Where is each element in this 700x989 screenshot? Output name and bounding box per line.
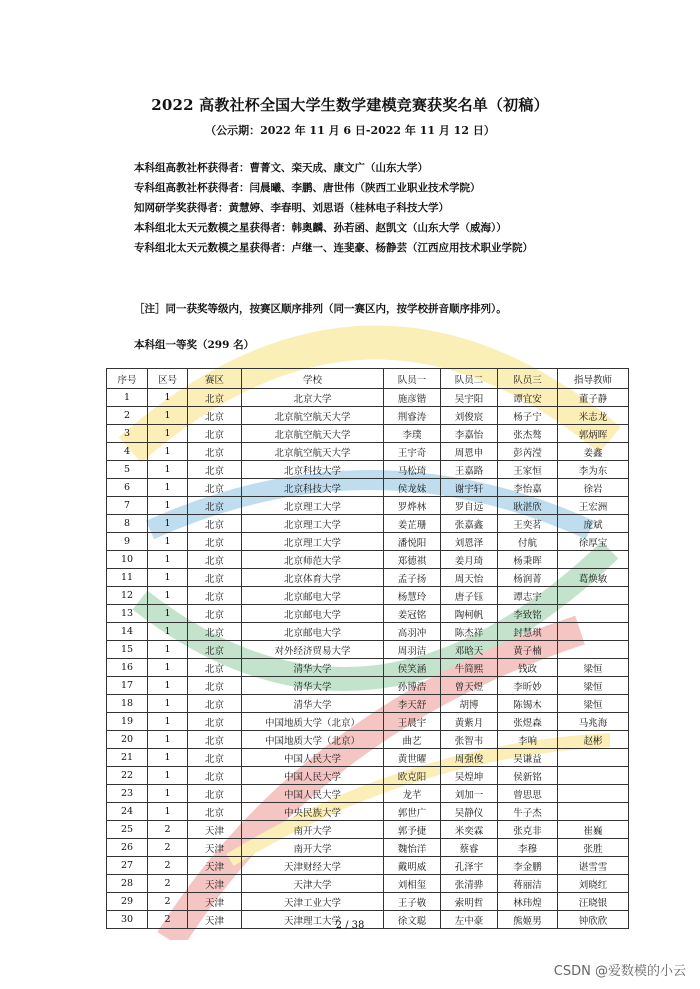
table-cell: 南开大学	[242, 821, 384, 839]
table-cell: 6	[107, 479, 148, 497]
table-cell: 魏怡洋	[384, 839, 441, 857]
table-cell: 北京	[188, 533, 242, 551]
table-cell: 王宇奇	[384, 443, 441, 461]
header-cell: 学校	[242, 369, 384, 389]
table-row	[107, 497, 629, 515]
table-cell: 庞斌	[558, 515, 629, 533]
table-cell: 董子静	[558, 389, 629, 407]
table-cell: 李穆	[498, 839, 558, 857]
table-cell: 1	[148, 479, 188, 497]
table-cell: 李天舒	[384, 695, 441, 713]
table-cell: 1	[148, 587, 188, 605]
table-cell: 30	[107, 911, 148, 929]
table-row	[107, 893, 629, 911]
table-cell: 张克非	[498, 821, 558, 839]
table-cell: 中国人民大学	[242, 767, 384, 785]
table-cell: 姜月琦	[441, 551, 498, 569]
table-cell: 天津	[188, 911, 242, 929]
table-cell: 北京	[188, 587, 242, 605]
table-row	[107, 515, 629, 533]
table-cell: 北京	[188, 785, 242, 803]
table-cell: 熊姬男	[498, 911, 558, 929]
table-cell: 陶柯帆	[441, 605, 498, 623]
table-cell: 天津	[188, 875, 242, 893]
table-cell: 付航	[498, 533, 558, 551]
table-row	[107, 749, 629, 767]
table-row	[107, 875, 629, 893]
table-cell: 施彦锴	[384, 389, 441, 407]
table-cell: 张杰骜	[498, 425, 558, 443]
table-cell: 17	[107, 677, 148, 695]
header-cell: 队员三	[498, 369, 558, 389]
table-cell: 姜冠铭	[384, 605, 441, 623]
table-cell: 1	[148, 677, 188, 695]
table-cell: 孟子扬	[384, 569, 441, 587]
table-cell: 20	[107, 731, 148, 749]
table-cell: 曾思思	[498, 785, 558, 803]
table-row	[107, 407, 629, 425]
table-cell: 14	[107, 623, 148, 641]
table-cell: 1	[148, 407, 188, 425]
table-cell: 13	[107, 605, 148, 623]
table-cell: 北京	[188, 515, 242, 533]
table-cell: 陈锡木	[498, 695, 558, 713]
table-row	[107, 425, 629, 443]
winner-line: 本科组北太天元数模之星获得者：韩奥麟、孙若函、赵凯文（山东大学（威海））	[134, 222, 507, 234]
table-row	[107, 569, 629, 587]
table-cell: 10	[107, 551, 148, 569]
table-cell: 高羽冲	[384, 623, 441, 641]
table-row	[107, 587, 629, 605]
table-cell: 2	[148, 875, 188, 893]
table-row	[107, 713, 629, 731]
table-cell: 天津财经大学	[242, 857, 384, 875]
table-cell: 郑德祺	[384, 551, 441, 569]
table-cell: 26	[107, 839, 148, 857]
table-cell: 16	[107, 659, 148, 677]
table-row	[107, 551, 629, 569]
table-cell: 北京航空航天大学	[242, 443, 384, 461]
table-cell	[558, 605, 629, 623]
table-cell: 1	[107, 389, 148, 407]
table-cell: 天津大学	[242, 875, 384, 893]
table-cell: 米志龙	[558, 407, 629, 425]
table-cell	[558, 587, 629, 605]
table-cell: 龙芊	[384, 785, 441, 803]
table-row	[107, 821, 629, 839]
table-cell: 3	[107, 425, 148, 443]
table-cell: 罗烨林	[384, 497, 441, 515]
table-cell: 彭芮滢	[498, 443, 558, 461]
table-cell: 郭予捷	[384, 821, 441, 839]
table-cell: 北京	[188, 425, 242, 443]
table-cell: 北京邮电大学	[242, 587, 384, 605]
table-cell: 27	[107, 857, 148, 875]
table-row	[107, 839, 629, 857]
table-cell: 22	[107, 767, 148, 785]
table-cell: 天津	[188, 839, 242, 857]
table-cell: 张胜	[558, 839, 629, 857]
table-cell: 刘加一	[441, 785, 498, 803]
table-row	[107, 623, 629, 641]
table-cell: 8	[107, 515, 148, 533]
table-cell: 谭宜安	[498, 389, 558, 407]
table-cell: 北京理工大学	[242, 497, 384, 515]
table-cell: 张煜森	[498, 713, 558, 731]
table-cell: 钱政	[498, 659, 558, 677]
awards-table-body	[107, 389, 629, 929]
table-cell: 蔡睿	[441, 839, 498, 857]
table-cell: 马兆海	[558, 713, 629, 731]
table-cell: 北京	[188, 767, 242, 785]
table-cell: 姜鑫	[558, 443, 629, 461]
table-cell: 清华大学	[242, 677, 384, 695]
table-cell: 2	[148, 911, 188, 929]
table-cell: 刘晓红	[558, 875, 629, 893]
table-cell: 曲艺	[384, 731, 441, 749]
table-cell: 天津	[188, 893, 242, 911]
table-cell: 吴谦益	[498, 749, 558, 767]
table-cell: 北京	[188, 641, 242, 659]
table-cell: 封慧琪	[498, 623, 558, 641]
table-cell: 葛焕敏	[558, 569, 629, 587]
table-cell: 2	[148, 857, 188, 875]
table-cell: 徐文聪	[384, 911, 441, 929]
header-cell: 序号	[107, 369, 148, 389]
table-row	[107, 389, 629, 407]
table-cell: 北京	[188, 569, 242, 587]
table-cell: 北京	[188, 389, 242, 407]
table-cell: 吴宇阳	[441, 389, 498, 407]
table-cell: 7	[107, 497, 148, 515]
table-cell: 杨子宁	[498, 407, 558, 425]
table-cell: 25	[107, 821, 148, 839]
table-cell: 汪晓银	[558, 893, 629, 911]
publicity-period: （公示期：2022 年 11 月 6 日-2022 年 11 月 12 日）	[205, 124, 495, 137]
table-cell: 清华大学	[242, 695, 384, 713]
table-cell: 张清骅	[441, 875, 498, 893]
table-cell: 胡博	[441, 695, 498, 713]
table-cell: 28	[107, 875, 148, 893]
csdn-watermark: CSDN @爱数模的小云	[553, 964, 686, 979]
table-cell: 1	[148, 533, 188, 551]
table-cell: 北京	[188, 443, 242, 461]
table-cell: 15	[107, 641, 148, 659]
table-cell: 1	[148, 515, 188, 533]
table-cell: 中国人民大学	[242, 749, 384, 767]
table-cell: 1	[148, 641, 188, 659]
table-cell: 张嘉鑫	[441, 515, 498, 533]
table-cell	[558, 623, 629, 641]
table-cell: 21	[107, 749, 148, 767]
table-row	[107, 605, 629, 623]
table-cell: 周天怡	[441, 569, 498, 587]
table-cell: 1	[148, 605, 188, 623]
table-cell: 吴煌坤	[441, 767, 498, 785]
table-row	[107, 785, 629, 803]
table-cell: 北京科技大学	[242, 461, 384, 479]
table-cell: 刘相玺	[384, 875, 441, 893]
table-cell: 中国人民大学	[242, 785, 384, 803]
table-cell: 黄世曜	[384, 749, 441, 767]
table-cell: 王宏洲	[558, 497, 629, 515]
table-cell: 12	[107, 587, 148, 605]
table-cell: 谭志宇	[498, 587, 558, 605]
table-cell: 对外经济贸易大学	[242, 641, 384, 659]
table-cell: 北京	[188, 659, 242, 677]
table-cell: 左中豪	[441, 911, 498, 929]
table-row	[107, 857, 629, 875]
table-cell: 1	[148, 749, 188, 767]
table-cell: 北京	[188, 677, 242, 695]
table-row	[107, 767, 629, 785]
table-cell: 索明哲	[441, 893, 498, 911]
table-cell: 杨秉晖	[498, 551, 558, 569]
table-cell: 陈杰祥	[441, 623, 498, 641]
table-cell: 吴静仪	[441, 803, 498, 821]
table-cell: 24	[107, 803, 148, 821]
table-cell: 1	[148, 713, 188, 731]
table-cell: 周恩申	[441, 443, 498, 461]
table-cell: 1	[148, 389, 188, 407]
table-cell: 徐岩	[558, 479, 629, 497]
table-cell: 李昕妙	[498, 677, 558, 695]
table-cell: 唐子钰	[441, 587, 498, 605]
table-cell: 北京航空航天大学	[242, 407, 384, 425]
table-cell: 1	[148, 623, 188, 641]
table-cell: 天津	[188, 821, 242, 839]
header-cell: 赛区	[188, 369, 242, 389]
table-cell: 1	[148, 659, 188, 677]
table-cell: 北京	[188, 623, 242, 641]
table-header-row	[107, 369, 629, 389]
table-cell: 1	[148, 461, 188, 479]
table-cell	[558, 641, 629, 659]
table-cell: 5	[107, 461, 148, 479]
table-cell: 侯龙妹	[384, 479, 441, 497]
table-cell: 北京师范大学	[242, 551, 384, 569]
table-cell: 2	[148, 821, 188, 839]
table-cell: 中国地质大学（北京）	[242, 731, 384, 749]
table-cell: 11	[107, 569, 148, 587]
table-row	[107, 533, 629, 551]
table-cell: 黄紫月	[441, 713, 498, 731]
table-cell: 北京理工大学	[242, 515, 384, 533]
header-cell: 队员二	[441, 369, 498, 389]
ordering-note: ［注］同一获奖等级内，按赛区顺序排列（同一赛区内，按学校拼音顺序排列）。	[134, 303, 507, 315]
table-cell: 谢宇轩	[441, 479, 498, 497]
table-cell: 1	[148, 551, 188, 569]
table-cell: 北京理工大学	[242, 533, 384, 551]
table-row	[107, 479, 629, 497]
table-cell: 赵彬	[558, 731, 629, 749]
special-winners-list	[134, 158, 654, 258]
table-cell: 王奕茗	[498, 515, 558, 533]
table-cell: 潘悦阳	[384, 533, 441, 551]
table-cell: 1	[148, 569, 188, 587]
table-cell: 2	[148, 839, 188, 857]
table-cell: 北京	[188, 479, 242, 497]
table-cell: 刘恩泽	[441, 533, 498, 551]
page-number: 2 / 38	[335, 920, 365, 931]
table-cell: 王子敬	[384, 893, 441, 911]
table-cell: 王嘉路	[441, 461, 498, 479]
table-cell	[558, 749, 629, 767]
table-cell: 2	[107, 407, 148, 425]
table-cell: 北京	[188, 551, 242, 569]
table-cell: 荆睿涛	[384, 407, 441, 425]
table-cell: 1	[148, 731, 188, 749]
table-cell: 王家恒	[498, 461, 558, 479]
table-cell: 张智韦	[441, 731, 498, 749]
table-cell: 1	[148, 443, 188, 461]
table-cell: 孔泽宇	[441, 857, 498, 875]
table-row	[107, 803, 629, 821]
winner-line: 专科组高教社杯获得者：闫晨曦、李鹏、唐世伟（陕西工业职业技术学院）	[134, 182, 481, 194]
table-cell: 1	[148, 695, 188, 713]
table-cell	[558, 785, 629, 803]
awards-table	[106, 368, 629, 929]
table-cell: 周羽洁	[384, 641, 441, 659]
table-row	[107, 731, 629, 749]
table-cell: 北京	[188, 407, 242, 425]
table-cell: 牛简熙	[441, 659, 498, 677]
table-row	[107, 695, 629, 713]
table-row	[107, 461, 629, 479]
table-cell: 1	[148, 497, 188, 515]
table-cell: 清华大学	[242, 659, 384, 677]
table-cell: 马松琦	[384, 461, 441, 479]
table-cell: 北京邮电大学	[242, 623, 384, 641]
table-cell: 黄子楠	[498, 641, 558, 659]
table-cell: 南开大学	[242, 839, 384, 857]
table-cell: 李怡嘉	[498, 479, 558, 497]
table-cell: 杨润菁	[498, 569, 558, 587]
table-cell: 4	[107, 443, 148, 461]
table-cell: 天津工业大学	[242, 893, 384, 911]
table-cell: 1	[148, 785, 188, 803]
table-cell: 李致铭	[498, 605, 558, 623]
table-cell: 北京	[188, 803, 242, 821]
table-cell: 罗自远	[441, 497, 498, 515]
table-cell: 北京大学	[242, 389, 384, 407]
table-cell: 中国地质大学（北京）	[242, 713, 384, 731]
table-cell: 蒋丽洁	[498, 875, 558, 893]
table-cell: 18	[107, 695, 148, 713]
table-cell: 耿湛欣	[498, 497, 558, 515]
table-cell: 北京	[188, 731, 242, 749]
table-cell: 侯笑涵	[384, 659, 441, 677]
table-cell: 邓晗天	[441, 641, 498, 659]
table-cell: 郭世广	[384, 803, 441, 821]
table-cell: 李响	[498, 731, 558, 749]
table-cell: 刘俊宸	[441, 407, 498, 425]
table-cell: 1	[148, 803, 188, 821]
table-cell: 梁恒	[558, 659, 629, 677]
table-cell: 林玮煌	[498, 893, 558, 911]
table-cell: 北京	[188, 497, 242, 515]
table-cell: 姜芷珊	[384, 515, 441, 533]
table-cell: 北京	[188, 713, 242, 731]
table-cell: 孙博浩	[384, 677, 441, 695]
table-cell: 1	[148, 767, 188, 785]
table-cell: 梁恒	[558, 695, 629, 713]
winner-line: 知网研学奖获得者：黄慧婷、李春明、刘思语（桂林电子科技大学）	[134, 202, 449, 214]
page-title: 2022 高教社杯全国大学生数学建模竞赛获奖名单（初稿）	[151, 96, 549, 114]
table-cell: 钟欣欣	[558, 911, 629, 929]
table-cell: 9	[107, 533, 148, 551]
table-cell: 崔巍	[558, 821, 629, 839]
table-cell: 天津	[188, 857, 242, 875]
header-cell: 队员一	[384, 369, 441, 389]
table-cell: 侯新铭	[498, 767, 558, 785]
table-cell: 王晨宇	[384, 713, 441, 731]
table-cell: 李嘉怡	[441, 425, 498, 443]
table-row	[107, 641, 629, 659]
table-cell	[558, 767, 629, 785]
table-cell: 北京体育大学	[242, 569, 384, 587]
table-cell: 牛子杰	[498, 803, 558, 821]
winner-line: 专科组北太天元数模之星获得者：卢继一、连斐豪、杨静芸（江西应用技术职业学院）	[134, 242, 533, 254]
table-cell: 欧克阳	[384, 767, 441, 785]
table-cell: 2	[148, 893, 188, 911]
table-cell: 北京	[188, 605, 242, 623]
table-cell: 戴明威	[384, 857, 441, 875]
table-row	[107, 677, 629, 695]
table-row	[107, 659, 629, 677]
table-cell: 李为东	[558, 461, 629, 479]
table-cell: 郭炳晖	[558, 425, 629, 443]
table-cell: 李璞	[384, 425, 441, 443]
table-cell: 1	[148, 425, 188, 443]
table-cell: 北京	[188, 695, 242, 713]
table-cell: 19	[107, 713, 148, 731]
table-cell: 北京航空航天大学	[242, 425, 384, 443]
table-cell: 周强俊	[441, 749, 498, 767]
table-cell: 中央民族大学	[242, 803, 384, 821]
table-cell: 北京邮电大学	[242, 605, 384, 623]
table-cell: 杨慧玲	[384, 587, 441, 605]
table-cell: 北京科技大学	[242, 479, 384, 497]
table-cell: 23	[107, 785, 148, 803]
table-cell: 徐厚宝	[558, 533, 629, 551]
table-cell: 北京	[188, 749, 242, 767]
table-cell: 李金鹏	[498, 857, 558, 875]
winner-line: 本科组高教社杯获得者：曹菁文、栾天成、康文广（山东大学）	[134, 162, 428, 174]
table-row	[107, 443, 629, 461]
header-cell: 指导教师	[558, 369, 629, 389]
section-title: 本科组一等奖（299 名）	[134, 339, 255, 351]
table-cell: 29	[107, 893, 148, 911]
table-cell: 曾天煜	[441, 677, 498, 695]
table-cell: 北京	[188, 461, 242, 479]
table-cell	[558, 551, 629, 569]
table-cell: 天津理工大学	[242, 911, 384, 929]
table-cell: 谌雪雪	[558, 857, 629, 875]
table-cell	[558, 803, 629, 821]
table-cell: 梁恒	[558, 677, 629, 695]
header-cell: 区号	[148, 369, 188, 389]
table-cell: 米奕霖	[441, 821, 498, 839]
